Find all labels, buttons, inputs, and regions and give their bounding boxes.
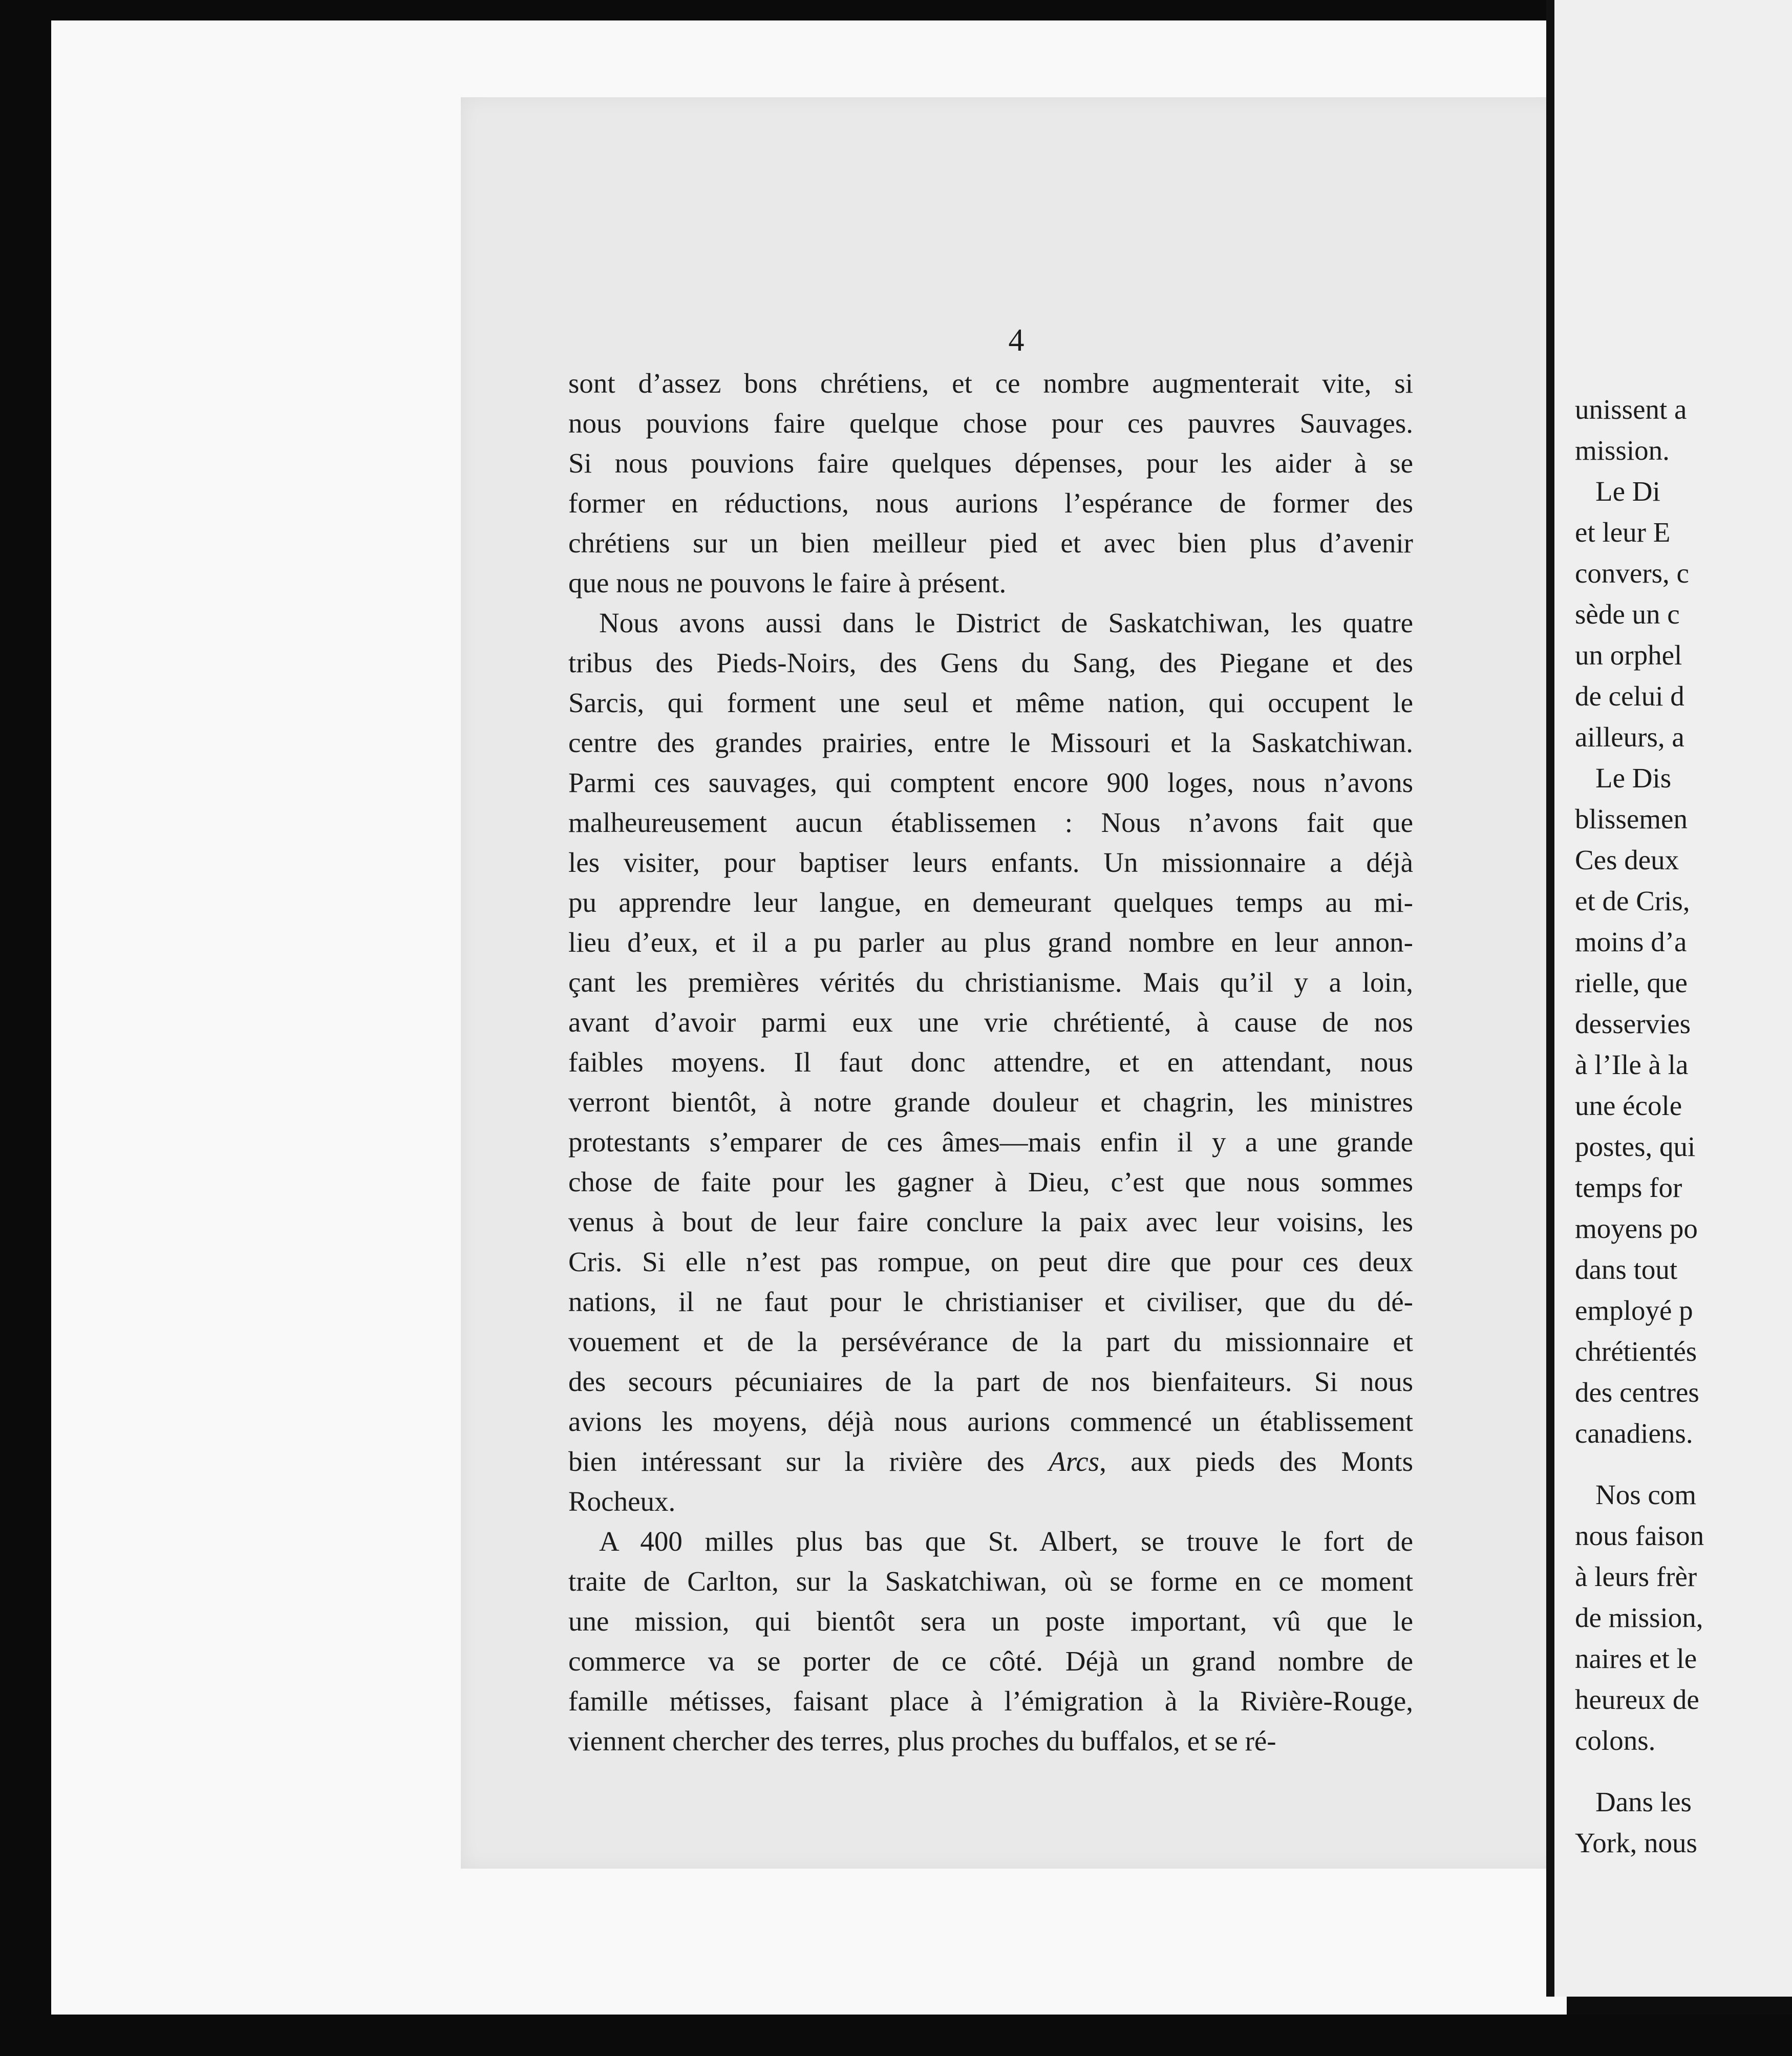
scan-border-top — [0, 0, 1792, 20]
adjacent-text-line: convers, c — [1575, 558, 1689, 589]
text-line: malheureusement aucun établissemen : Nous n’avons fait que — [568, 807, 1413, 838]
text-line: verront bientôt, à notre grande douleur et chagrin, les ministres — [568, 1086, 1413, 1118]
adjacent-text-line: une école — [1575, 1090, 1682, 1121]
text-line: chose de faite pour les gagner à Dieu, c’est que nous sommes — [568, 1166, 1413, 1197]
adjacent-text-line: à l’Ile à la — [1575, 1049, 1689, 1080]
text-line: venus à bout de leur faire conclure la paix avec leur voisins, les — [568, 1206, 1413, 1237]
adjacent-text-line: ailleurs, a — [1575, 721, 1684, 753]
adjacent-text-line: colons. — [1575, 1725, 1656, 1756]
text-line: Sarcis, qui forment une seul et même nation, qui occupent le — [568, 687, 1413, 718]
adjacent-text-line: mission. — [1575, 435, 1670, 466]
adjacent-text-line: York, nous — [1575, 1827, 1697, 1858]
text-line: Parmi ces sauvages, qui comptent encore 900 loges, nous n’avons — [568, 767, 1413, 798]
adjacent-text-line: un orphel — [1575, 639, 1682, 671]
text-line: des secours pécuniaires de la part de nos bienfaiteurs. Si nous — [568, 1366, 1413, 1397]
text-line: Nous avons aussi dans le District de Saskatchiwan, les quatre — [599, 607, 1413, 638]
text-line: former en réductions, nous aurions l’espérance de former des — [568, 487, 1413, 519]
body-text — [568, 363, 1413, 1761]
text-line: sont d’assez bons chrétiens, et ce nombre augmenterait vite, si — [568, 368, 1413, 399]
text-line: traite de Carlton, sur la Saskatchiwan, où se forme en ce moment — [568, 1566, 1413, 1597]
adjacent-text-line: naires et le — [1575, 1643, 1697, 1674]
text-line: tribus des Pieds-Noirs, des Gens du Sang, des Piegane et des — [568, 647, 1413, 678]
text-line: çant les premières vérités du christianisme. Mais qu’il y a loin, — [568, 967, 1413, 998]
adjacent-text-line: unissent a — [1575, 394, 1687, 425]
text-line: nous pouvions faire quelque chose pour ces pauvres Sauvages. — [568, 408, 1413, 439]
adjacent-text-line: Le Di — [1595, 476, 1660, 507]
adjacent-text-line: nous faison — [1575, 1520, 1704, 1551]
adjacent-text-line: rielle, que — [1575, 967, 1688, 998]
text-line: une mission, qui bientôt sera un poste important, vû que le — [568, 1605, 1413, 1637]
text-line: avant d’avoir parmi eux une vrie chrétienté, à cause de nos — [568, 1006, 1413, 1038]
adjacent-text-line: et leur E — [1575, 517, 1671, 548]
text-line: bien intéressant sur la rivière des Arcs, aux pieds des Monts — [568, 1446, 1413, 1477]
adjacent-text-line: desservies — [1575, 1008, 1691, 1039]
adjacent-text-line: Nos com — [1595, 1479, 1697, 1510]
adjacent-text-line: canadiens. — [1575, 1418, 1693, 1449]
text-line: A 400 milles plus bas que St. Albert, se trouve le fort de — [599, 1526, 1413, 1557]
adjacent-text-line: des centres — [1575, 1377, 1699, 1408]
adjacent-text-line: postes, qui — [1575, 1131, 1696, 1162]
text-line: Cris. Si elle n’est pas rompue, on peut dire que pour ces deux — [568, 1246, 1413, 1277]
adjacent-text-line: moins d’a — [1575, 926, 1687, 957]
adjacent-text-line: Dans les — [1595, 1786, 1692, 1817]
italic-place-name: Arcs — [1049, 1446, 1100, 1477]
page-number: 4 — [1008, 323, 1025, 358]
adjacent-text-line: de mission, — [1575, 1602, 1703, 1633]
adjacent-text-line: sède un c — [1575, 598, 1680, 630]
adjacent-text-line: employé p — [1575, 1295, 1693, 1326]
adjacent-text-line: de celui d — [1575, 680, 1684, 712]
text-line: faibles moyens. Il faut donc attendre, et en attendant, nous — [568, 1046, 1413, 1078]
adjacent-text-line: chrétientés — [1575, 1336, 1697, 1367]
adjacent-text-line: heureux de — [1575, 1684, 1699, 1715]
adjacent-text-line: dans tout — [1575, 1254, 1678, 1285]
adjacent-text-line: à leurs frèr — [1575, 1561, 1697, 1592]
text-line: centre des grandes prairies, entre le Missouri et la Saskatchiwan. — [568, 727, 1413, 758]
adjacent-text-line: blissemen — [1575, 803, 1688, 834]
text-line: que nous ne pouvons le faire à présent. — [568, 567, 1007, 598]
adjacent-text-line: temps for — [1575, 1172, 1682, 1203]
adjacent-text-line: et de Cris, — [1575, 885, 1690, 916]
adjacent-text-line: Ces deux — [1575, 844, 1679, 875]
adjacent-page-text — [1575, 389, 1792, 1864]
text-line: pu apprendre leur langue, en demeurant quelques temps au mi- — [568, 887, 1413, 918]
text-line: protestants s’emparer de ces âmes—mais enfin il y a une grande — [568, 1126, 1413, 1158]
text-line: nations, il ne faut pour le christianiser et civiliser, que du dé- — [568, 1286, 1413, 1317]
paper-sheet — [51, 20, 1567, 2015]
text-line: les visiter, pour baptiser leurs enfants. Un missionnaire a déjà — [568, 847, 1413, 878]
adjacent-text-line: Le Dis — [1595, 762, 1672, 794]
text-line: lieu d’eux, et il a pu parler au plus grand nombre en leur annon- — [568, 927, 1413, 958]
text-line: famille métisses, faisant place à l’émigration à la Rivière-Rouge, — [568, 1685, 1413, 1717]
text-line: avions les moyens, déjà nous aurions commencé un établissement — [568, 1406, 1413, 1437]
adjacent-text-line: moyens po — [1575, 1213, 1698, 1244]
text-line: vouement et de la persévérance de la part du missionnaire et — [568, 1326, 1413, 1357]
adjacent-page-fragment — [1546, 0, 1792, 1997]
scan-border-bottom — [0, 2015, 1792, 2056]
text-line: Si nous pouvions faire quelques dépenses, pour les aider à se — [568, 447, 1413, 479]
printed-page — [461, 97, 1562, 1869]
scan-border-left — [0, 0, 51, 2056]
text-line: viennent chercher des terres, plus proches du buffalos, et se ré- — [568, 1725, 1276, 1757]
text-line: Rocheux. — [568, 1486, 676, 1517]
text-line: chrétiens sur un bien meilleur pied et avec bien plus d’avenir — [568, 527, 1413, 559]
text-line: commerce va se porter de ce côté. Déjà un grand nombre de — [568, 1645, 1413, 1677]
